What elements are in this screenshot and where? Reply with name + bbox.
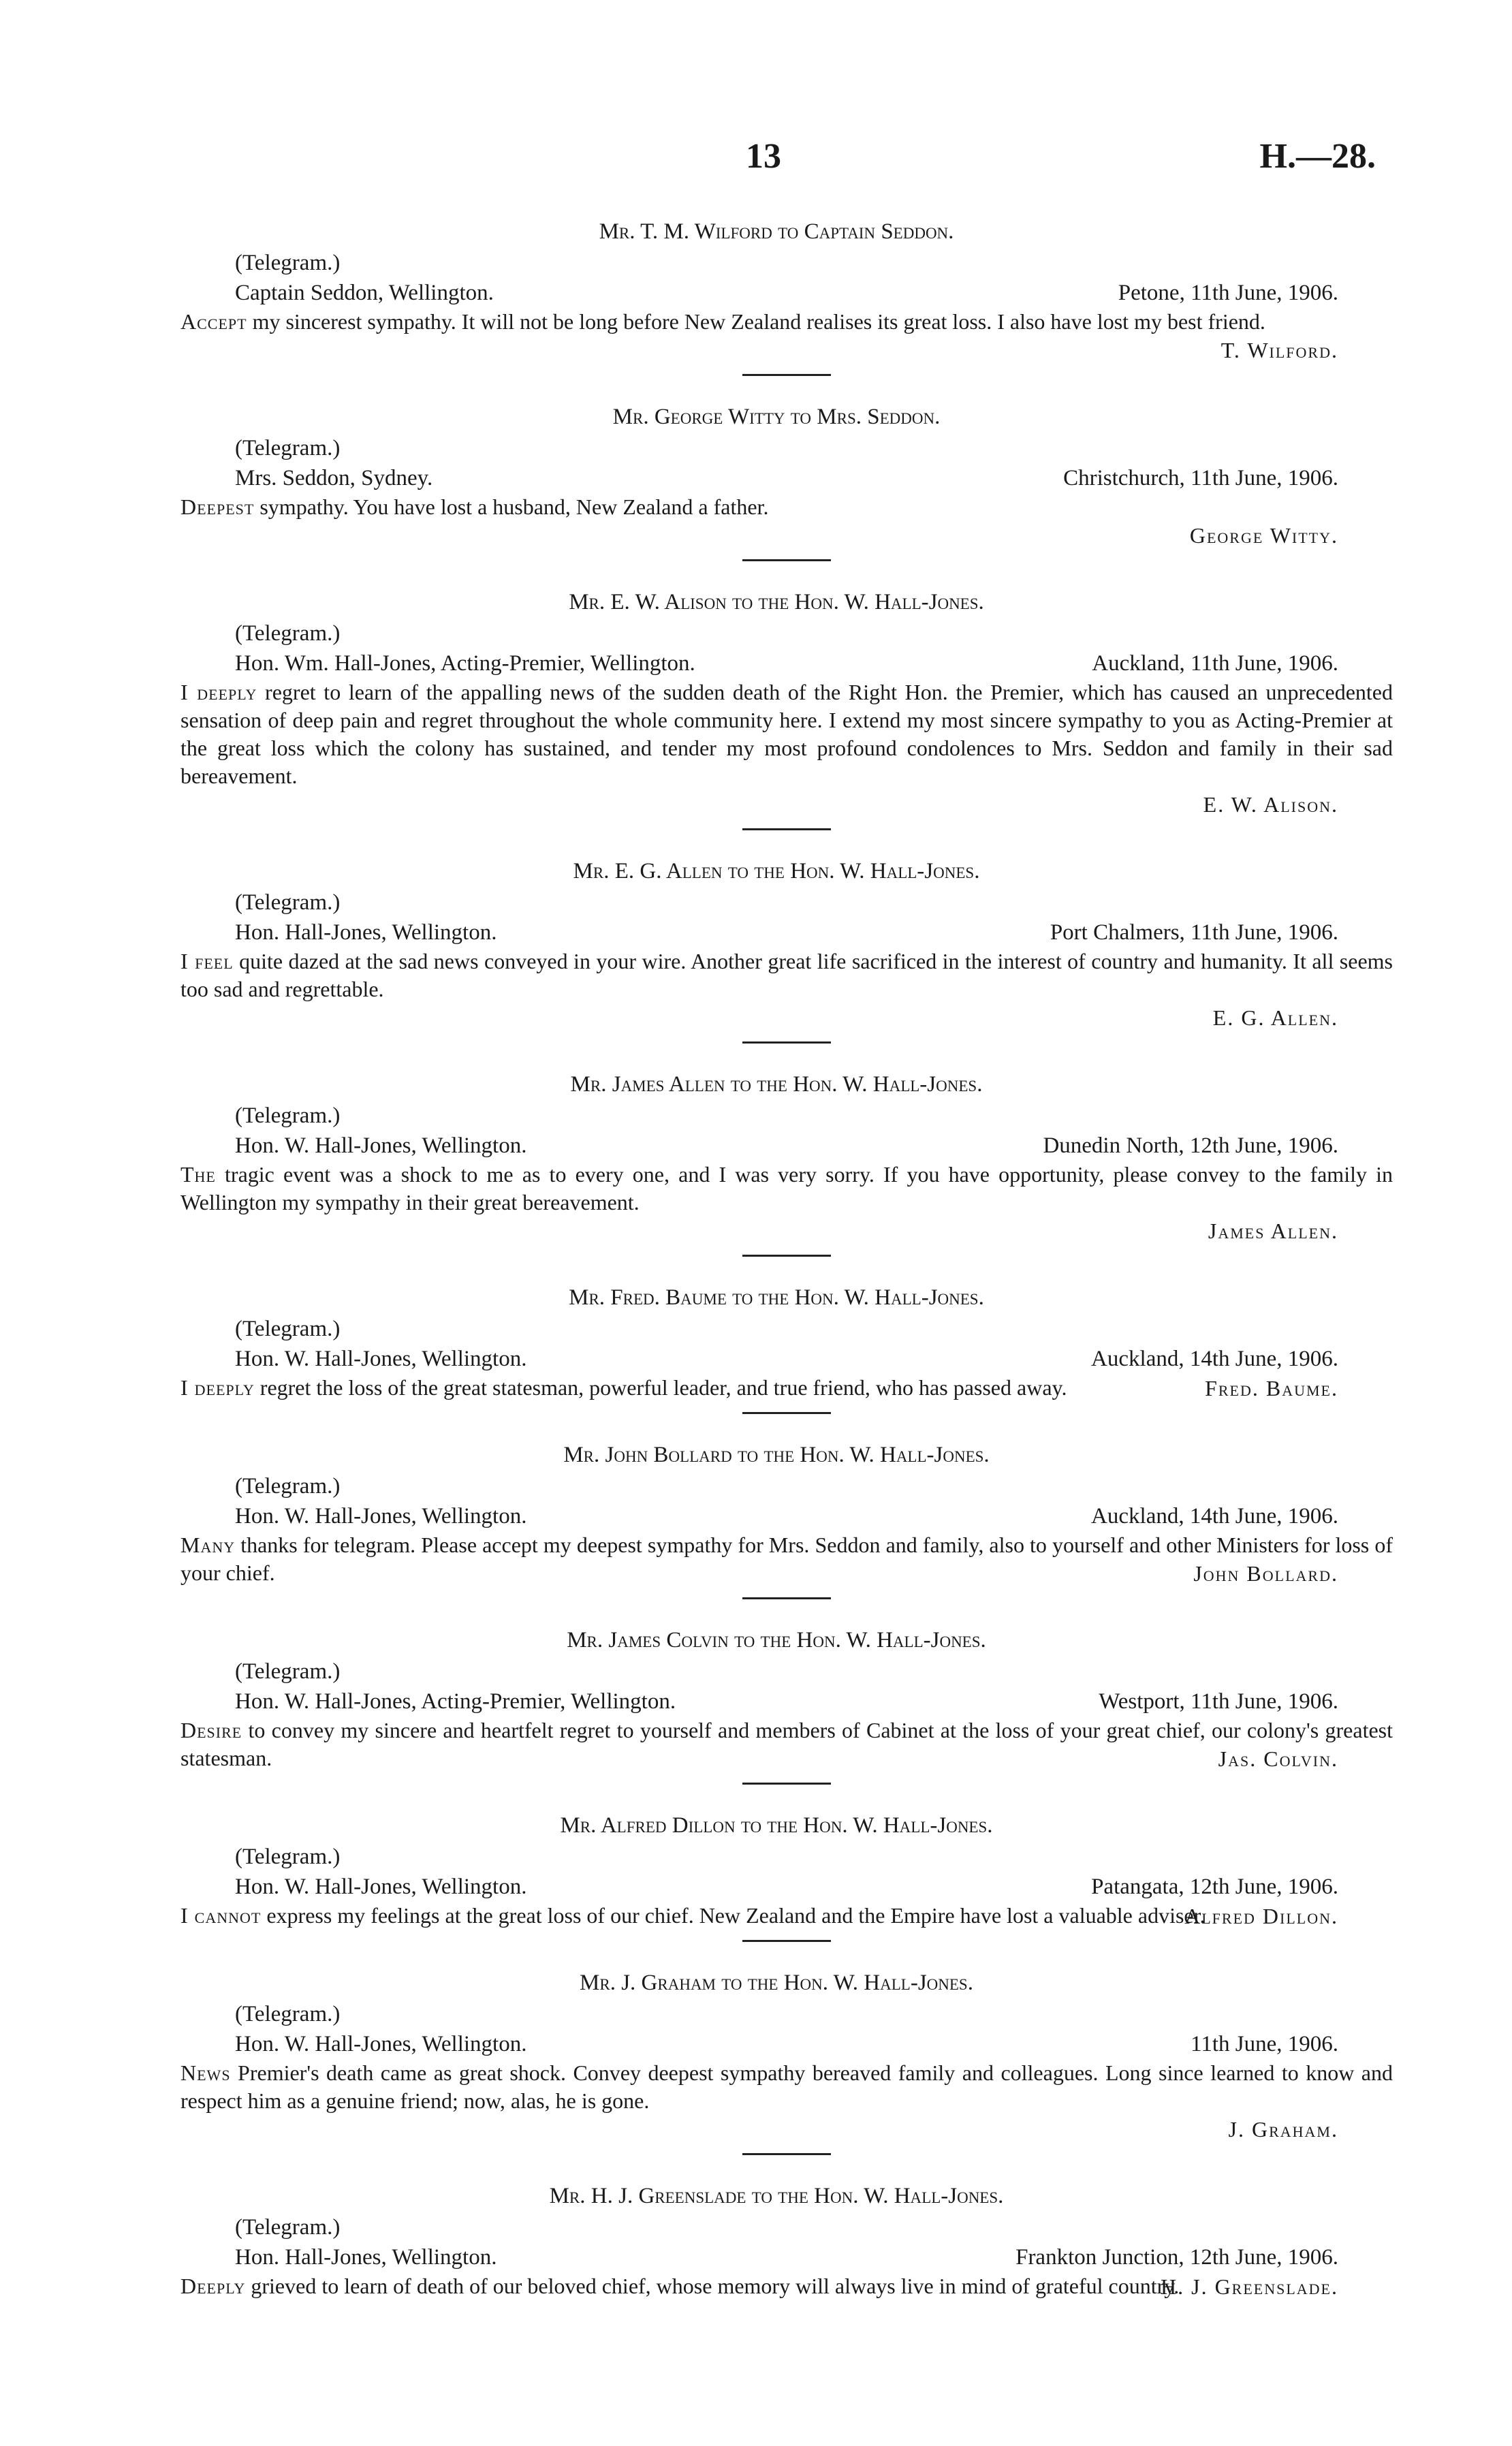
telegram-entry <box>180 1810 1393 1942</box>
entry-text: Premier's death came as great shock. Convey deepest sympathy bereaved family and colleagues. Long since learned to know and respect him as a genuine friend; now, alas, he is gone. <box>180 2060 1393 2113</box>
entry-title: Mr. E. W. Alison to the Hon. W. Hall-Jones. <box>569 590 984 614</box>
entry-tag: (Telegram.) <box>235 436 341 460</box>
entry-addressee: Hon. W. Hall-Jones, Wellington. <box>235 1133 527 1158</box>
entry-place-date: Dunedin North, 12th June, 1906. <box>1043 1133 1338 1158</box>
document-reference: H.—28. <box>1259 137 1376 176</box>
entry-address-line <box>180 278 1393 308</box>
entry-signature: J. Graham. <box>1228 2117 1338 2142</box>
entry-title: Mr. John Bollard to the Hon. W. Hall-Jones. <box>563 1443 990 1467</box>
entry-body <box>180 308 1393 336</box>
entry-body <box>180 947 1393 1003</box>
entry-place-date: Auckland, 14th June, 1906. <box>1091 1347 1338 1371</box>
entry-lead: Many <box>180 1533 236 1557</box>
entry-title: Mr. George Witty to Mrs. Seddon. <box>612 405 941 429</box>
entry-tag: (Telegram.) <box>235 2215 341 2240</box>
entry-lead: News <box>180 2060 231 2085</box>
telegram-list <box>180 217 1393 2301</box>
entry-addressee: Hon. W. Hall-Jones, Wellington. <box>235 1504 527 1528</box>
entry-signature: James Allen. <box>1208 1219 1338 1243</box>
entry-lead: I feel <box>180 949 234 973</box>
entry-lead: I deeply <box>180 1375 255 1400</box>
page-number: 13 <box>746 137 781 176</box>
entry-signature: Fred. Baume. <box>1205 1376 1338 1400</box>
entry-body <box>180 678 1393 790</box>
entry-tag: (Telegram.) <box>235 890 341 915</box>
entry-addressee: Captain Seddon, Wellington. <box>235 281 494 305</box>
entry-title: Mr. James Colvin to the Hon. W. Hall-Jones. <box>567 1628 986 1652</box>
entry-place-date: Auckland, 14th June, 1906. <box>1091 1504 1338 1528</box>
telegram-entry <box>180 1440 1393 1599</box>
telegram-entry <box>180 587 1393 830</box>
entry-address-line <box>180 2029 1393 2059</box>
entry-address-line <box>180 648 1393 678</box>
entry-addressee: Hon. W. Hall-Jones, Wellington. <box>235 1875 527 1899</box>
entry-signature: Jas. Colvin. <box>1218 1746 1338 1771</box>
telegram-entry <box>180 217 1393 376</box>
entry-address-line <box>180 1687 1393 1716</box>
entry-lead: I cannot <box>180 1903 262 1928</box>
entry-addressee: Hon. Wm. Hall-Jones, Acting-Premier, Wellington. <box>235 651 695 676</box>
entry-place-date: Christchurch, 11th June, 1906. <box>1063 466 1338 490</box>
entry-address-line <box>180 1131 1393 1161</box>
entry-lead: I deeply <box>180 680 257 704</box>
divider-rule <box>742 374 831 376</box>
entry-signature: John Bollard. <box>1193 1561 1338 1586</box>
telegram-entry <box>180 1968 1393 2155</box>
telegram-entry <box>180 1625 1393 1785</box>
entry-text: regret the loss of the great statesman, powerful leader, and true friend, who has passed away. <box>254 1375 1067 1400</box>
entry-title: Mr. Alfred Dillon to the Hon. W. Hall-Jones. <box>560 1813 993 1838</box>
entry-signature: T. Wilford. <box>1220 338 1338 362</box>
entry-lead: Deeply <box>180 2274 246 2298</box>
divider-rule <box>742 1041 831 1044</box>
divider-rule <box>742 1783 831 1785</box>
divider-rule <box>742 1940 831 1942</box>
entry-title: Mr. H. J. Greenslade to the Hon. W. Hall-Jones. <box>549 2184 1004 2208</box>
entry-tag: (Telegram.) <box>235 1317 341 1341</box>
entry-address-line <box>180 918 1393 947</box>
entry-address-line <box>180 463 1393 493</box>
entry-body <box>180 493 1393 521</box>
entry-addressee: Hon. Hall-Jones, Wellington. <box>235 920 497 945</box>
telegram-entry <box>180 856 1393 1044</box>
entry-addressee: Hon. Hall-Jones, Wellington. <box>235 2245 497 2270</box>
entry-addressee: Hon. W. Hall-Jones, Wellington. <box>235 1347 527 1371</box>
entry-body <box>180 2059 1393 2115</box>
entry-lead: Desire <box>180 1718 242 1742</box>
entry-tag: (Telegram.) <box>235 621 341 646</box>
entry-tag: (Telegram.) <box>235 251 341 275</box>
entry-body <box>180 1161 1393 1217</box>
entry-text: regret to learn of the appalling news of the sudden death of the Right Hon. the Premier, which has caused an unprecedented sensation of deep pain and regret throughout the whole community here. I extend my most sincere sympathy to you as Acting-Premier at the great loss which the colony has sustained, and tender my most profound condolences to Mrs. Seddon and family in their sad bereavement. <box>180 680 1393 788</box>
entry-place-date: 11th June, 1906. <box>1191 2032 1338 2056</box>
entry-address-line <box>180 2242 1393 2272</box>
telegram-entry <box>180 2181 1393 2301</box>
entry-title: Mr. E. G. Allen to the Hon. W. Hall-Jones. <box>573 859 980 883</box>
entry-text: tragic event was a shock to me as to every one, and I was very sorry. If you have opportunity, please convey to the family in Wellington my sympathy in their great bereavement. <box>180 1162 1393 1214</box>
entry-lead: Deepest <box>180 495 255 519</box>
divider-rule <box>742 1597 831 1599</box>
telegram-entry <box>180 402 1393 561</box>
entry-signature: E. W. Alison. <box>1203 792 1338 817</box>
divider-rule <box>742 559 831 561</box>
entry-address-line <box>180 1344 1393 1374</box>
entry-tag: (Telegram.) <box>235 2002 341 2026</box>
telegram-entry <box>180 1069 1393 1257</box>
entry-title: Mr. T. M. Wilford to Captain Seddon. <box>599 219 954 244</box>
entry-addressee: Hon. W. Hall-Jones, Wellington. <box>235 2032 527 2056</box>
entry-signature: Alfred Dillon. <box>1184 1904 1338 1928</box>
entry-text: to convey my sincere and heartfelt regret to yourself and members of Cabinet at the loss of your great chief, our colony's greatest statesman. <box>180 1718 1393 1770</box>
entry-title: Mr. Fred. Baume to the Hon. W. Hall-Jones. <box>569 1285 984 1310</box>
entry-address-line <box>180 1872 1393 1902</box>
entry-place-date: Patangata, 12th June, 1906. <box>1091 1875 1338 1899</box>
entry-title: Mr. James Allen to the Hon. W. Hall-Jones. <box>570 1072 983 1097</box>
entry-text: thanks for telegram. Please accept my deepest sympathy for Mrs. Seddon and family, also to yourself and other Ministers for loss of your chief. <box>180 1533 1393 1585</box>
entry-signature: E. G. Allen. <box>1212 1005 1338 1030</box>
telegram-entry <box>180 1283 1393 1414</box>
entry-place-date: Frankton Junction, 12th June, 1906. <box>1015 2245 1338 2270</box>
entry-addressee: Hon. W. Hall-Jones, Acting-Premier, Wellington. <box>235 1689 676 1714</box>
entry-place-date: Westport, 11th June, 1906. <box>1099 1689 1338 1714</box>
entry-tag: (Telegram.) <box>235 1845 341 1869</box>
entry-place-date: Port Chalmers, 11th June, 1906. <box>1050 920 1338 945</box>
divider-rule <box>742 2153 831 2155</box>
entry-place-date: Petone, 11th June, 1906. <box>1118 281 1338 305</box>
entry-lead: The <box>180 1162 216 1187</box>
entry-text: sympathy. You have lost a husband, New Zealand a father. <box>254 495 769 519</box>
entry-lead: Accept <box>180 309 247 334</box>
entry-tag: (Telegram.) <box>235 1659 341 1684</box>
entry-addressee: Mrs. Seddon, Sydney. <box>235 466 433 490</box>
entry-signature: H. J. Greenslade. <box>1161 2274 1338 2299</box>
entry-tag: (Telegram.) <box>235 1474 341 1499</box>
divider-rule <box>742 1412 831 1414</box>
entry-address-line <box>180 1501 1393 1531</box>
entry-text: my sincerest sympathy. It will not be long before New Zealand realises its great loss. I also have lost my best friend. <box>247 309 1265 334</box>
entry-signature: George Witty. <box>1189 523 1338 548</box>
entry-text: quite dazed at the sad news conveyed in your wire. Another great life sacrificed in the interest of country and humanity. It all seems too sad and regrettable. <box>180 949 1393 1001</box>
entry-text: express my feelings at the great loss of our chief. New Zealand and the Empire have lost a valuable adviser. <box>261 1903 1206 1928</box>
divider-rule <box>742 1255 831 1257</box>
entry-title: Mr. J. Graham to the Hon. W. Hall-Jones. <box>580 1971 973 1995</box>
divider-rule <box>742 828 831 830</box>
entry-text: grieved to learn of death of our beloved chief, whose memory will always live in mind of grateful country. <box>245 2274 1180 2298</box>
entry-tag: (Telegram.) <box>235 1103 341 1128</box>
page-header <box>0 136 1512 184</box>
entry-place-date: Auckland, 11th June, 1906. <box>1092 651 1338 676</box>
